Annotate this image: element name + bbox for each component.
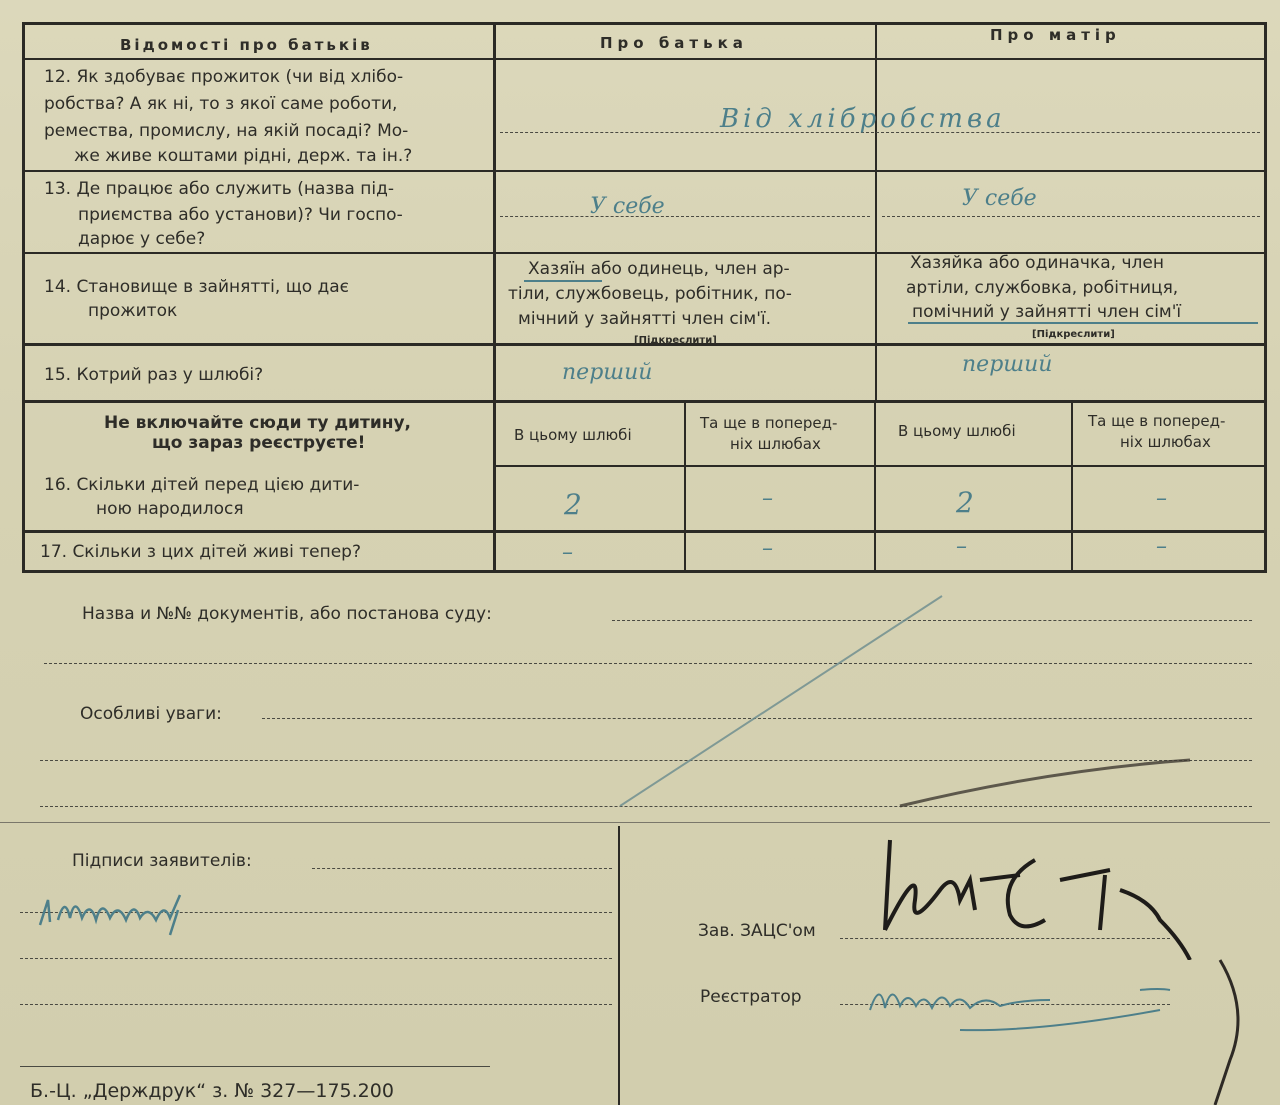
answer-line [882,216,1260,217]
remarks-line-3 [40,806,1252,807]
documents-label: Назва и №№ документів, або постанова суду: [82,604,492,624]
row17-question: 17. Скільки з цих дітей живі тепер? [40,542,361,562]
question-line: робства? А як ні, то з якої саме роботи, [44,94,398,114]
signature-line-3 [20,958,612,959]
table-row-divider-15 [22,400,1267,403]
question-line: прожиток [88,301,178,321]
question-line: же живе коштами рідні, держ. та ін.? [74,146,413,166]
option-line: Хазяйка або одиначка, член [910,253,1164,273]
row13-father-handwritten: У себе [590,194,665,219]
row16-mother-prev: – [1156,486,1167,511]
header-col-mother: Про матір [990,26,1121,44]
question-line: ною народилося [96,499,244,519]
table-col-divider-2b [874,402,876,573]
option-line: тіли, службовець, робітник, по- [508,284,792,304]
question-line: приємства або установи)? Чи госпо- [78,205,403,225]
row15-father-handwritten: перший [562,360,653,385]
head-label: Зав. ЗАЦС'ом [698,921,816,941]
question-line: 16. Скільки дітей перед цією дити- [44,475,360,495]
signature-line-4 [20,1004,612,1005]
row12-answer-handwritten: Від хлібробства [720,104,1006,134]
signatures-label: Підписи заявителів: [72,851,252,871]
subheader-this-marriage-mother: В цьому шлюбі [898,422,1016,440]
row15-question: 15. Котрий раз у шлюбі? [44,365,264,385]
applicant-signature [30,880,230,950]
option-line: мічний у зайнятті член сім'ї. [518,309,772,329]
underline-hint: [Підкреслити] [634,335,717,346]
printer-imprint: Б.-Ц. „Держдрук“ з. № 327—175.200 [30,1080,394,1102]
registrar-signature [860,970,1190,1050]
table-subcol-divider-mother [1071,402,1073,573]
row16-mother-this: 2 [956,486,974,519]
documents-line-2 [44,663,1252,664]
row17-value: – [562,540,573,565]
row13-mother-handwritten: У себе [962,186,1037,211]
signature-line-1 [312,868,612,869]
row17-value: – [762,536,773,561]
subheader-prev-marriages-father-1: Та ще в поперед- [700,414,838,432]
question-line: 13. Де працює або служить (назва під- [44,179,394,199]
table-row-divider-16 [22,530,1267,533]
registrar-label: Реєстратор [700,987,802,1007]
subheader-prev-marriages-father-2: ніх шлюбах [730,435,821,453]
remarks-label: Особливі уваги: [80,704,222,724]
row16-father-prev: – [762,486,773,511]
option-line: помічний у зайнятті член сім'ї [912,302,1182,322]
subheader-this-marriage-father: В цьому шлюбі [514,426,632,444]
table-row-divider-16-sub [493,465,1267,467]
question-line: дарює у себе? [78,229,206,249]
table-row-divider-header [22,58,1267,60]
row16-father-this: 2 [564,488,582,521]
row17-value: – [956,534,967,559]
table-col-divider-1 [493,22,496,573]
option-line: артіли, службовка, робітниця, [906,278,1179,298]
table-subcol-divider-father [684,402,686,573]
underline-hint: [Підкреслити] [1032,329,1115,340]
question-line: 14. Становище в зайнятті, що дає [44,277,350,297]
note-line: що зараз реєструєте! [152,433,366,453]
remarks-line [262,718,1252,719]
row14-father-underline-mark [524,280,602,282]
head-signature [860,820,1200,960]
subheader-prev-marriages-mother-2: ніх шлюбах [1120,433,1211,451]
subheader-prev-marriages-mother-1: Та ще в поперед- [1088,412,1226,430]
documents-line [612,620,1252,621]
printer-rule [20,1066,490,1067]
table-row-divider-12 [22,170,1267,172]
signature-area-divider [618,826,620,1105]
row15-mother-handwritten: перший [962,352,1053,377]
remarks-line-2 [40,760,1252,761]
row14-mother-underline-mark [908,322,1258,324]
question-line: 12. Як здобуває прожиток (чи від хлібо- [44,67,404,87]
header-col-father: Про батька [600,34,748,52]
header-col-parents: Відомості про батьків [120,36,373,54]
note-line: Не включайте сюди ту дитину, [104,413,412,433]
answer-line [500,216,870,217]
question-line: ремества, промислу, на якій посаді? Мо- [44,121,409,141]
option-line: Хазяїн або одинець, член ар- [528,259,790,279]
row17-value: – [1156,534,1167,559]
